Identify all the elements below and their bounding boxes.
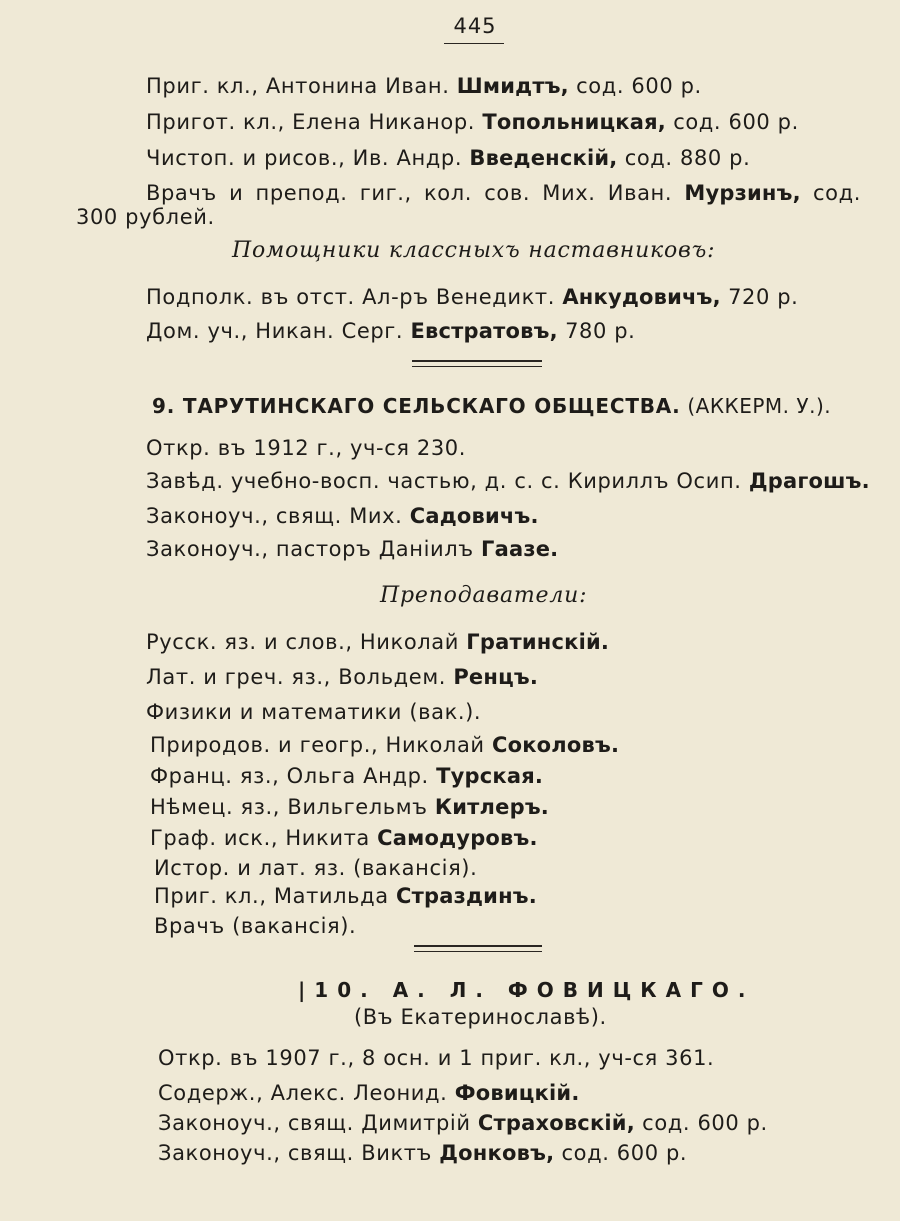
entry-surname: Страздинъ. xyxy=(396,884,537,908)
section-9-district: (АККЕРМ. У.). xyxy=(680,394,832,418)
entry-salary: сод. 600 р. xyxy=(554,1141,688,1165)
section-divider xyxy=(414,945,542,952)
entry-surname: Анкудовичъ, xyxy=(562,285,721,309)
entry-text: Физики и математики (вак.). xyxy=(146,700,482,724)
entry-surname: Соколовъ. xyxy=(491,733,620,757)
entry-surname: Донковъ, xyxy=(439,1141,555,1165)
entry-line xyxy=(146,537,558,561)
entry-text: Подполк. въ отст. Ал-ръ Венедикт. xyxy=(146,285,563,309)
entry-text: Законоуч., пасторъ Даніилъ xyxy=(146,537,481,561)
entry-text: Чистоп. и рисов., Ив. Андр. xyxy=(146,146,470,170)
entry-salary: сод. 600 р. xyxy=(568,74,702,98)
entry-text: Франц. яз., Ольга Андр. xyxy=(150,764,437,788)
entry-surname: Китлеръ. xyxy=(434,795,549,819)
section-10-title: |10. А. Л. ФОВИЦКАГО. xyxy=(298,978,755,1002)
entry-surname: Гратинскій. xyxy=(466,630,610,654)
entry-text: Русск. яз. и слов., Николай xyxy=(146,630,467,654)
entry-surname: Мурзинъ, xyxy=(684,181,801,205)
entry-line xyxy=(146,74,702,98)
teacher-line xyxy=(146,665,538,689)
entry-salary: 720 р. xyxy=(720,285,799,309)
entry-surname: Ренцъ. xyxy=(453,665,538,689)
entry-line xyxy=(158,1111,768,1135)
entry-text: Дом. уч., Никан. Серг. xyxy=(146,319,411,343)
teacher-line xyxy=(154,914,356,938)
entry-text: Законоуч., свящ. Виктъ xyxy=(158,1141,440,1165)
entry-line xyxy=(146,504,539,528)
entry-line xyxy=(146,285,798,309)
entry-line xyxy=(158,1046,714,1070)
entry-text: Граф. иск., Никита xyxy=(150,826,378,850)
teacher-line xyxy=(150,826,538,850)
entry-text: Пригот. кл., Елена Никанор. xyxy=(146,110,483,134)
entry-text: Завѣд. учебно-восп. частью, д. с. с. Кириллъ Осип. xyxy=(146,469,749,493)
entry-text: Природов. и геогр., Николай xyxy=(150,733,492,757)
entry-salary: сод. xyxy=(800,181,862,205)
teacher-line xyxy=(146,700,481,724)
entry-surname: Садовичъ. xyxy=(409,504,539,528)
entry-salary: сод. 600 р. xyxy=(634,1111,768,1135)
entry-text: Откр. въ 1912 г., уч-ся 230. xyxy=(146,436,467,460)
teacher-line xyxy=(154,856,477,880)
entry-surname: Турская. xyxy=(436,764,544,788)
entry-salary: 780 р. xyxy=(557,319,636,343)
entry-line xyxy=(146,146,750,170)
entry-surname: Драгошъ. xyxy=(748,469,870,493)
page-number: 445 xyxy=(453,14,497,38)
entry-line xyxy=(146,110,799,134)
entry-line xyxy=(146,469,870,493)
page-number-rule xyxy=(444,43,504,44)
entry-text: 300 рублей. xyxy=(76,205,215,229)
entry-line xyxy=(146,319,635,343)
entry-text: Приг. кл., Матильда xyxy=(154,884,397,908)
entry-surname: Гаазе. xyxy=(481,537,559,561)
entry-surname: Фовицкій. xyxy=(454,1081,580,1105)
entry-text: Откр. въ 1907 г., 8 осн. и 1 приг. кл., уч-ся 361. xyxy=(158,1046,715,1070)
section-9-title xyxy=(152,394,831,418)
entry-text: Лат. и греч. яз., Вольдем. xyxy=(146,665,454,689)
entry-surname: Шмидтъ, xyxy=(456,74,569,98)
entry-surname: Евстратовъ, xyxy=(410,319,558,343)
entry-salary: сод. 600 р. xyxy=(665,110,799,134)
entry-surname: Страховскій, xyxy=(477,1111,635,1135)
entry-text: Врачъ (вакансія). xyxy=(154,914,357,938)
entry-line xyxy=(146,181,861,205)
entry-surname: Самодуровъ. xyxy=(377,826,538,850)
teacher-line xyxy=(150,733,619,757)
entry-text: Законоуч., свящ. Димитрій xyxy=(158,1111,478,1135)
teachers-heading: Преподаватели: xyxy=(380,583,588,608)
assistants-heading: Помощники классныхъ наставниковъ: xyxy=(232,238,716,263)
entry-line-continuation xyxy=(76,205,215,229)
entry-text: Приг. кл., Антонина Иван. xyxy=(146,74,457,98)
entry-text: Врачъ и препод. гиг., кол. сов. Мих. Иван. xyxy=(146,181,685,205)
entry-text: Содерж., Алекс. Леонид. xyxy=(158,1081,455,1105)
teacher-line xyxy=(146,630,609,654)
entry-surname: Введенскій, xyxy=(469,146,618,170)
entry-surname: Топольницкая, xyxy=(482,110,666,134)
entry-text: Истор. и лат. яз. (вакансія). xyxy=(154,856,478,880)
entry-text: Законоуч., свящ. Мих. xyxy=(146,504,410,528)
teacher-line xyxy=(150,764,543,788)
entry-salary: сод. 880 р. xyxy=(617,146,751,170)
entry-text: Нѣмец. яз., Вильгельмъ xyxy=(150,795,435,819)
section-9-name: 9. ТАРУТИНСКАГО СЕЛЬСКАГО ОБЩЕСТВА. xyxy=(152,394,681,418)
entry-line xyxy=(146,436,466,460)
section-divider xyxy=(412,360,542,367)
entry-line xyxy=(158,1081,580,1105)
section-10-subtitle: (Въ Екатеринославѣ). xyxy=(354,1005,607,1029)
teacher-line xyxy=(154,884,537,908)
teacher-line xyxy=(150,795,549,819)
entry-line xyxy=(158,1141,687,1165)
